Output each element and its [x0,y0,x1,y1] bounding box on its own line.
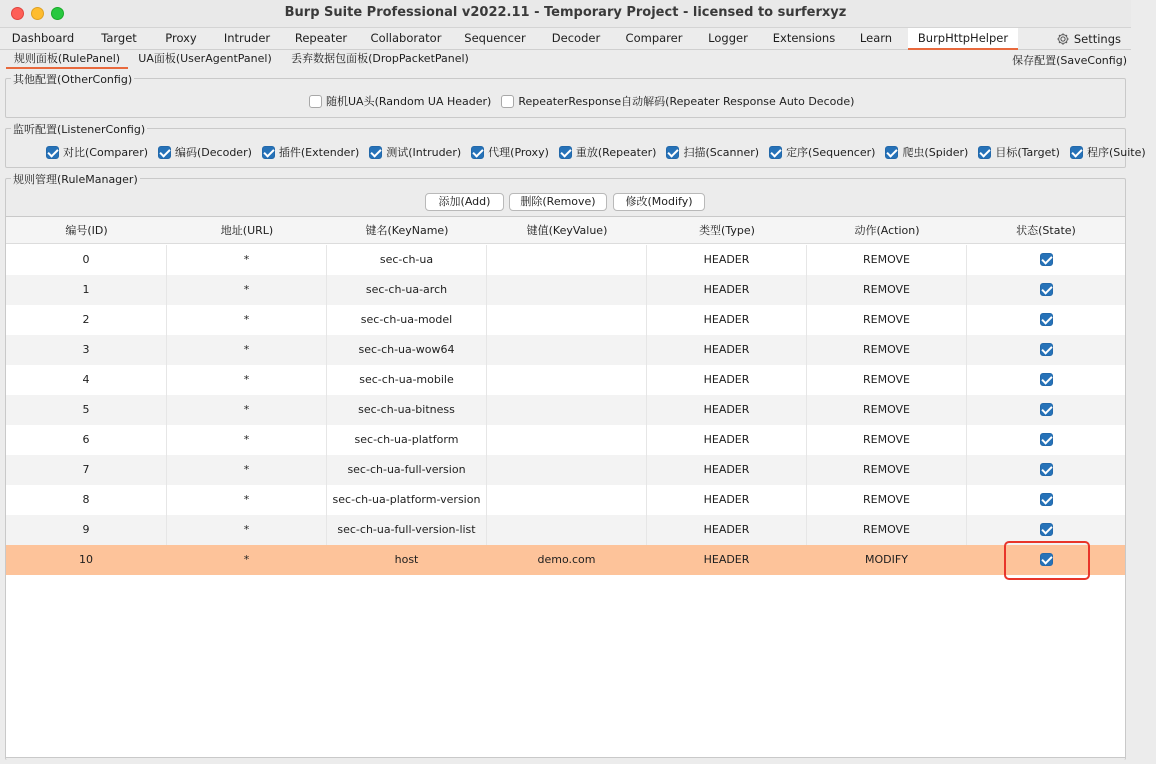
listener-spider-label: 爬虫(Spider) [902,146,969,159]
cell-action[interactable]: MODIFY [807,545,967,575]
table-row[interactable] [6,305,1125,335]
tab-collaborator[interactable]: Collaborator [370,31,442,45]
cell-keyname[interactable]: host [327,545,487,575]
listener-extender-label: 插件(Extender) [278,146,360,159]
listener-decoder-option[interactable] [158,144,252,160]
settings-label: Settings [1073,32,1121,46]
cell-url[interactable]: * [167,515,327,545]
cell-type[interactable]: HEADER [647,425,807,455]
state-checkbox[interactable] [1040,523,1053,536]
listener-intruder-checkbox[interactable] [369,146,382,159]
listener-decoder-label: 编码(Decoder) [175,146,252,159]
cell-id[interactable]: 6 [6,425,167,455]
cell-keyname[interactable]: sec-ch-ua-full-version-list [327,515,487,545]
listener-comparer-checkbox[interactable] [46,146,59,159]
rule-manager-title: 规则管理(RuleManager) [13,173,138,186]
listener-proxy-option[interactable] [471,144,549,160]
cell-type[interactable]: HEADER [647,515,807,545]
cell-keyname[interactable]: sec-ch-ua-model [327,305,487,335]
cell-action[interactable]: REMOVE [807,515,967,545]
cell-state [967,335,1125,365]
rules-table [5,216,1126,758]
main-tab-bar [0,28,1131,50]
listener-repeater-option[interactable] [559,144,657,160]
listener-scanner-option[interactable] [666,144,759,160]
cell-state [967,245,1125,275]
column-header-action[interactable]: 动作(Action) [854,224,920,237]
title-bar [0,0,1131,28]
cell-id[interactable]: 10 [6,545,167,575]
cell-keyvalue[interactable] [487,425,647,455]
listener-spider-option[interactable] [885,144,968,160]
cell-type[interactable]: HEADER [647,335,807,365]
tab-rule-panel[interactable]: 规则面板(RulePanel) [6,50,128,69]
listener-comparer-label: 对比(Comparer) [63,146,149,159]
column-header-url[interactable]: 地址(URL) [220,224,274,237]
cell-action[interactable]: REMOVE [807,275,967,305]
listener-comparer-option[interactable] [46,144,148,160]
tab-comparer[interactable]: Comparer [625,31,683,45]
listener-target-option[interactable] [978,144,1060,160]
tab-logger[interactable]: Logger [708,31,748,45]
window-title: Burp Suite Professional v2022.11 - Temporary Project - licensed to surferxyz [284,5,847,20]
repeater-auto-decode-option[interactable] [501,93,854,109]
table-row[interactable] [6,275,1125,305]
column-header-keyname[interactable]: 键名(KeyName) [365,224,449,237]
cell-url[interactable]: * [167,395,327,425]
listener-repeater-checkbox[interactable] [559,146,572,159]
tab-intruder[interactable]: Intruder [223,31,271,45]
cell-url[interactable]: * [167,485,327,515]
cell-url[interactable]: * [167,305,327,335]
cell-id[interactable]: 0 [6,245,167,275]
add-rule-button[interactable]: 添加(Add) [425,193,504,211]
cell-keyvalue[interactable] [487,515,647,545]
cell-id[interactable]: 5 [6,395,167,425]
cell-action[interactable]: REMOVE [807,335,967,365]
other-config-group [5,73,1126,118]
listener-intruder-option[interactable] [369,144,461,160]
cell-action[interactable]: REMOVE [807,395,967,425]
cell-keyname[interactable]: sec-ch-ua-mobile [327,365,487,395]
cell-id[interactable]: 2 [6,305,167,335]
cell-url[interactable]: * [167,455,327,485]
cell-keyvalue[interactable] [487,365,647,395]
listener-proxy-checkbox[interactable] [471,146,484,159]
state-checkbox-highlight [1004,541,1090,580]
cell-action[interactable]: REMOVE [807,485,967,515]
cell-id[interactable]: 1 [6,275,167,305]
cell-keyname[interactable]: sec-ch-ua-platform [327,425,487,455]
cell-id[interactable]: 4 [6,365,167,395]
listener-suite-label: 程序(Suite) [1086,146,1146,159]
cell-keyvalue[interactable] [487,485,647,515]
random-ua-label: 随机UA头(Random UA Header) [326,95,492,108]
listener-spider-checkbox[interactable] [885,146,898,159]
table-row[interactable] [6,515,1125,545]
remove-rule-button[interactable]: 删除(Remove) [509,193,607,211]
state-checkbox[interactable] [1040,343,1053,356]
cell-keyname[interactable]: sec-ch-ua [327,245,487,275]
settings-button[interactable] [1056,28,1121,50]
cell-id[interactable]: 7 [6,455,167,485]
cell-keyvalue[interactable] [487,305,647,335]
listener-target-label: 目标(Target) [995,146,1060,159]
cell-action[interactable]: REMOVE [807,425,967,455]
listener-suite-option[interactable] [1070,144,1146,160]
cell-keyname[interactable]: sec-ch-ua-wow64 [327,335,487,365]
state-checkbox[interactable] [1040,373,1053,386]
random-ua-checkbox[interactable] [309,95,322,108]
listener-suite-checkbox[interactable] [1070,146,1083,159]
rules-table-header [6,217,1125,244]
cell-type[interactable]: HEADER [647,305,807,335]
random-ua-option[interactable] [309,93,491,109]
listener-repeater-label: 重放(Repeater) [575,146,657,159]
cell-keyvalue[interactable] [487,275,647,305]
table-row[interactable] [6,335,1125,365]
cell-keyvalue[interactable] [487,245,647,275]
cell-action[interactable]: REMOVE [807,305,967,335]
cell-keyname[interactable]: sec-ch-ua-bitness [327,395,487,425]
listener-target-checkbox[interactable] [978,146,991,159]
cell-type[interactable]: HEADER [647,545,807,575]
cell-keyvalue[interactable]: demo.com [487,545,647,575]
cell-type[interactable]: HEADER [647,275,807,305]
cell-keyname[interactable]: sec-ch-ua-arch [327,275,487,305]
table-row[interactable] [6,245,1125,275]
cell-url[interactable]: * [167,425,327,455]
table-row[interactable] [6,395,1125,425]
listener-scanner-checkbox[interactable] [666,146,679,159]
cell-state [967,485,1125,515]
column-header-type[interactable]: 类型(Type) [699,224,755,237]
cell-url[interactable]: * [167,275,327,305]
listener-proxy-label: 代理(Proxy) [488,146,549,159]
state-checkbox[interactable] [1040,313,1053,326]
cell-type[interactable]: HEADER [647,245,807,275]
gear-icon [1056,32,1070,46]
state-checkbox[interactable] [1040,493,1053,506]
listener-sequencer-option[interactable] [769,144,875,160]
table-row[interactable] [6,485,1125,515]
table-row[interactable] [6,455,1125,485]
column-header-keyvalue[interactable]: 键值(KeyValue) [526,224,608,237]
cell-action[interactable]: REMOVE [807,245,967,275]
tab-burphttphelper[interactable]: BurpHttpHelper [908,28,1018,50]
listener-sequencer-label: 定序(Sequencer) [786,146,876,159]
tab-extensions[interactable]: Extensions [772,31,836,45]
cell-type[interactable]: HEADER [647,455,807,485]
tab-repeater[interactable]: Repeater [294,31,348,45]
cell-id[interactable]: 3 [6,335,167,365]
state-checkbox[interactable] [1040,403,1053,416]
tab-target[interactable]: Target [101,31,137,45]
cell-type[interactable]: HEADER [647,365,807,395]
cell-state [967,425,1125,455]
tab-proxy[interactable]: Proxy [165,31,197,45]
tab-dashboard[interactable]: Dashboard [11,31,75,45]
column-header-id[interactable]: 编号(ID) [65,224,108,237]
tab-sequencer[interactable]: Sequencer [464,31,526,45]
modify-rule-button[interactable]: 修改(Modify) [613,193,705,211]
cell-keyvalue[interactable] [487,395,647,425]
cell-url[interactable]: * [167,245,327,275]
tab-ua-panel[interactable]: UA面板(UserAgentPanel) [138,52,272,65]
cell-keyvalue[interactable] [487,335,647,365]
cell-id[interactable]: 9 [6,515,167,545]
state-checkbox[interactable] [1040,463,1053,476]
cell-state [967,365,1125,395]
cell-url[interactable]: * [167,335,327,365]
cell-url[interactable]: * [167,545,327,575]
tab-decoder[interactable]: Decoder [551,31,601,45]
table-row[interactable] [6,545,1125,575]
cell-url[interactable]: * [167,365,327,395]
cell-type[interactable]: HEADER [647,485,807,515]
tab-learn[interactable]: Learn [859,31,893,45]
cell-action[interactable]: REMOVE [807,365,967,395]
state-checkbox[interactable] [1040,433,1053,446]
table-row[interactable] [6,365,1125,395]
listener-scanner-label: 扫描(Scanner) [683,146,760,159]
repeater-auto-decode-checkbox[interactable] [501,95,514,108]
listener-config-options [46,144,1156,160]
cell-keyname[interactable]: sec-ch-ua-full-version [327,455,487,485]
other-config-title: 其他配置(OtherConfig) [13,73,133,86]
listener-config-group [5,123,1146,168]
cell-state [967,395,1125,425]
listener-decoder-checkbox[interactable] [158,146,171,159]
cell-type[interactable]: HEADER [647,395,807,425]
other-config-options [309,93,864,109]
tab-drop-packet-panel[interactable]: 丢弃数据包面板(DropPacketPanel) [291,52,469,65]
listener-extender-checkbox[interactable] [262,146,275,159]
listener-sequencer-checkbox[interactable] [769,146,782,159]
state-checkbox[interactable] [1040,253,1053,266]
cell-action[interactable]: REMOVE [807,455,967,485]
state-checkbox[interactable] [1040,283,1053,296]
listener-config-title: 监听配置(ListenerConfig) [13,123,146,136]
repeater-auto-decode-label: RepeaterResponse自动解码(Repeater Response Auto Decode) [518,95,855,108]
column-header-state[interactable]: 状态(State) [1016,224,1076,237]
listener-intruder-label: 测试(Intruder) [386,146,462,159]
save-config-button[interactable]: 保存配置(SaveConfig) [1012,54,1127,67]
sub-tab-bar [0,50,1131,70]
listener-extender-option[interactable] [262,144,359,160]
table-row[interactable] [6,425,1125,455]
cell-state [967,455,1125,485]
cell-state [967,275,1125,305]
cell-id[interactable]: 8 [6,485,167,515]
cell-keyvalue[interactable] [487,455,647,485]
cell-state [967,305,1125,335]
cell-keyname[interactable]: sec-ch-ua-platform-version [327,485,487,515]
